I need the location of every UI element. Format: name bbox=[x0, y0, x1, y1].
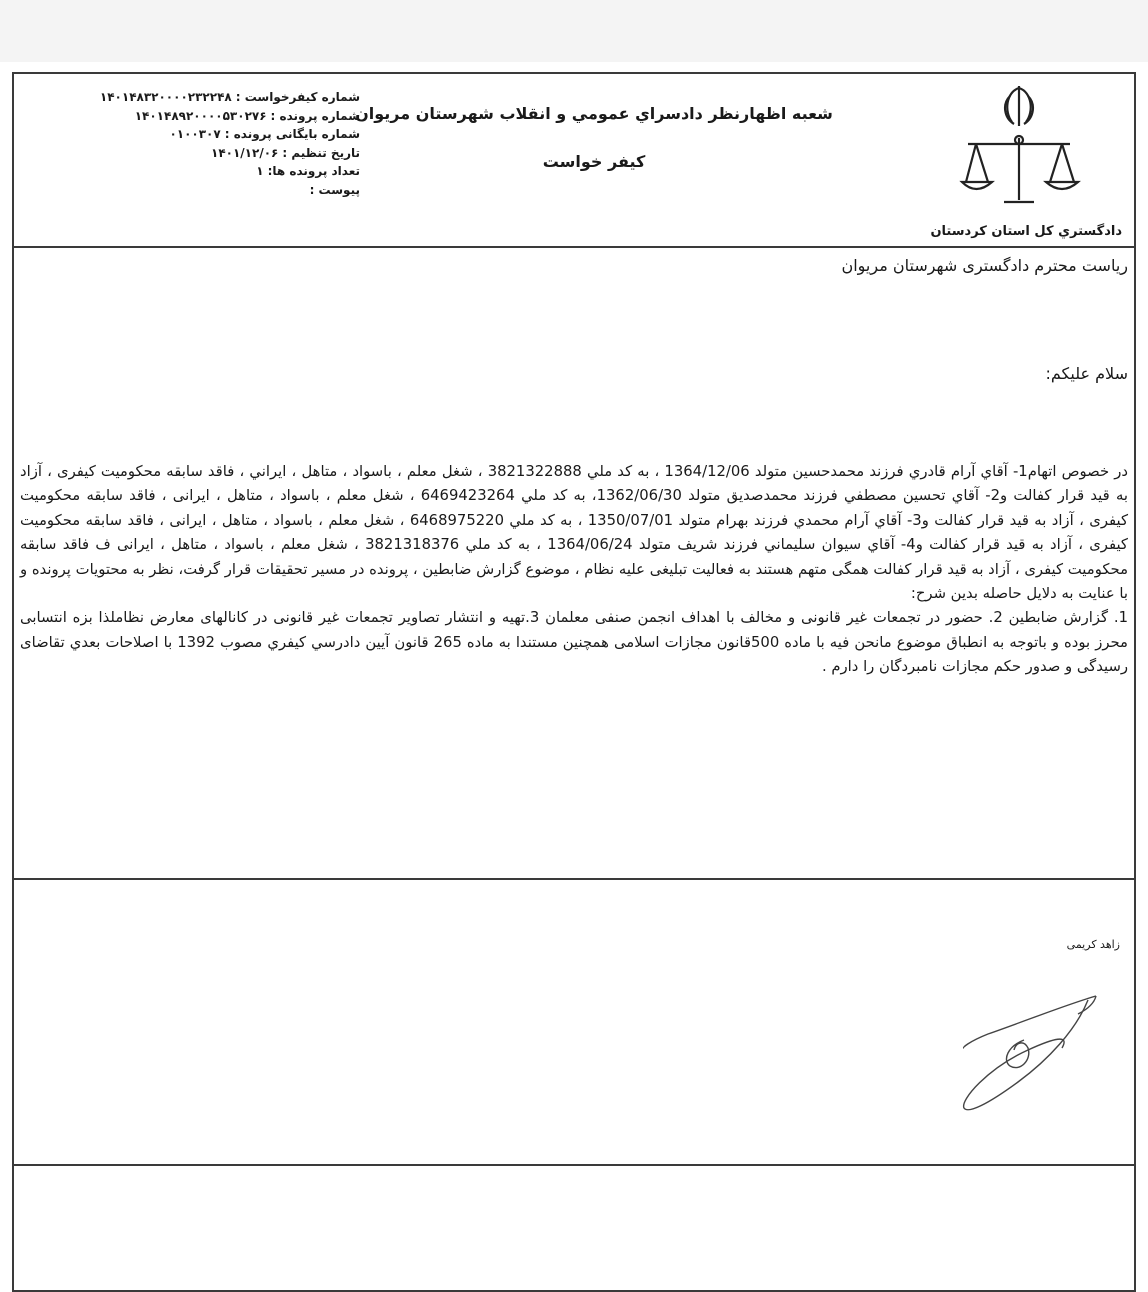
court-name: دادگستري كل استان كردستان bbox=[930, 224, 1122, 239]
iran-emblem-scales-icon bbox=[954, 82, 1084, 212]
document-header bbox=[14, 74, 1134, 248]
document-body bbox=[14, 248, 1134, 880]
meta-row-date: تاريخ تنظيم : ۱۴۰۱/۱۲/۰۶ bbox=[211, 145, 360, 160]
greeting: سلام عليكم: bbox=[1045, 364, 1128, 383]
document-type: كيفر خواست bbox=[542, 152, 646, 171]
meta-row-case-number: شماره پرونده : ۱۴۰۱۴۸۹۲۰۰۰۰۵۳۰۲۷۶ bbox=[134, 108, 360, 123]
meta-row-archive-number: شماره بايگانى پرونده : ۰۱۰۰۳۰۷ bbox=[169, 127, 360, 141]
addressee: رياست محترم دادگستری شهرستان مريوان bbox=[841, 256, 1128, 275]
indictment-text bbox=[20, 460, 1128, 680]
paragraph: 1. گزارش ضابطين 2. حضور در تجمعات غير قانونى و مخالف با اهداف انجمن صنفى معلمان 3.تهيه و انتشار تصاوير تجمعات غير قانونى در كانالهاى معارض نظاملذا بزه انتسابى محرز بوده و باتوجه به انطباق موضوع مانحن فيه با ماده 500قانون مجازات اسلامى همچنين مستندا به ماده 265 قانون آيين دادرسي كيفري مصوب 1392 با اصلاحات بعدي تقاضاى رسيدگى و صدور حكم مجازات نامبردگان را دارم . bbox=[20, 609, 1129, 676]
signature-section bbox=[14, 880, 1134, 1166]
meta-row-attachment: پيوست : bbox=[309, 182, 360, 197]
case-metadata bbox=[40, 88, 360, 199]
indictment-document bbox=[12, 72, 1136, 1292]
handwritten-signature bbox=[958, 990, 1098, 1120]
top-band bbox=[0, 0, 1148, 62]
meta-row-indictment-number: شماره كيفرخواست : ۱۴۰۱۴۸۳۲۰۰۰۰۲۳۲۲۴۸ bbox=[99, 90, 360, 104]
paragraph: در خصوص اتهام1- آقاي آرام قادري فرزند محمدحسين متولد 1364/12/06 ، به كد ملي 3821322888 ، شغل معلم ، باسواد ، متاهل ، ايراني ، فاقد سابقه محكوميت كيفرى ، آزاد به قيد قرار كفالت و2- آقاي تحسين مصطفي فرزند محمدصديق متولد 1362/06/30، به كد ملي 6469423264 ، شغل معلم ، باسواد ، متاهل ، ايرانى ، فاقد سابقه محكوميت كيفرى ، آزاد به قيد قرار كفالت و3- آقاي آرام محمدي فرزند بهرام متولد 1350/07/01 ، به كد ملي 6468975220 ، شغل معلم ، باسواد ، متاهل ، ايرانى ، فاقد سابقه محكوميت كيفرى ، آزاد به قيد قرار كفالت و4- آقاي سيوان سليماني فرزند شريف متولد 1364/06/24 ، به كد ملي 3821318376 ، شغل معلم ، باسواد ، متاهل ، ايرانى ف فاقد سابقه محكوميت كيفرى ، آزاد به قيد قرار كفالت همگى متهم هستند به فعاليت تبليغى عليه نظام ، موضوع گزارش ضابطين ، پرونده در مسير تحقيقات قرار گرفت، نظر به محتويات پرونده و با عنايت به دلايل حاصله بدين شرح: bbox=[20, 463, 1129, 603]
meta-row-case-count: تعداد پرونده ها: ۱ bbox=[256, 164, 360, 178]
signer-name: زاهد كريمى bbox=[1066, 938, 1120, 951]
branch-title: شعبه اظهارنظر دادسراي عمومي و انقلاب شهرستان مريوان bbox=[355, 104, 833, 123]
